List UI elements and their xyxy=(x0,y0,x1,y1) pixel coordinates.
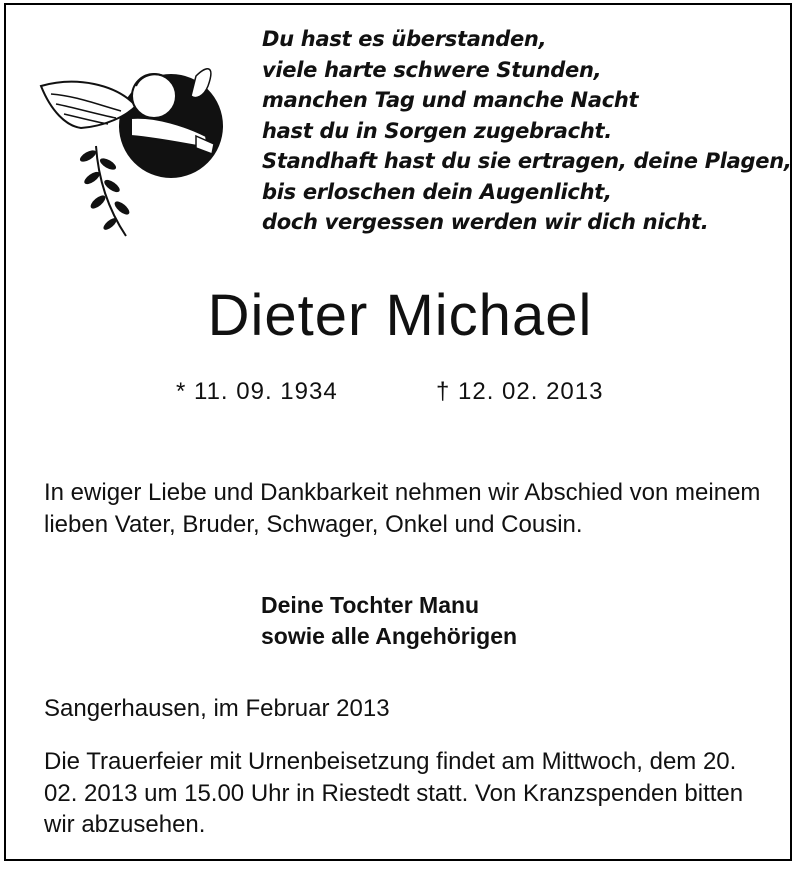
death-date: † 12. 02. 2013 xyxy=(436,378,604,405)
poem-line: hast du in Sorgen zugebracht. xyxy=(262,118,612,143)
poem-line: Standhaft hast du sie ertragen, deine Plagen, xyxy=(262,149,792,173)
ceremony-text: Die Trauerfeier mit Urnenbeisetzung findet am Mittwoch, dem 20. 02. 2013 um 15.00 Uhr in Riestedt statt. Von Kranzspenden bitten wir abzusehen. xyxy=(44,748,744,838)
poem-line: Du hast es überstanden, xyxy=(262,27,547,51)
place-date: Sangerhausen, im Februar 2013 xyxy=(44,695,390,722)
birth-date: * 11. 09. 1934 xyxy=(176,378,338,405)
signer-line: sowie alle Angehörigen xyxy=(261,623,518,649)
deceased-name: Dieter Michael xyxy=(207,283,593,348)
poem-line: manchen Tag und manche Nacht xyxy=(262,88,639,112)
farewell-text: In ewiger Liebe und Dankbarkeit nehmen wir Abschied von meinem lieben Vater, Bruder, Schwager, Onkel und Cousin. xyxy=(44,479,761,538)
poem xyxy=(262,24,792,238)
angel-illustration xyxy=(36,56,236,246)
poem-line: viele harte schwere Stunden, xyxy=(262,57,602,82)
poem-line: doch vergessen werden wir dich nicht. xyxy=(262,210,709,234)
signers xyxy=(261,590,517,652)
poem-line: bis erloschen dein Augenlicht, xyxy=(262,179,612,204)
signer-line: Deine Tochter Manu xyxy=(261,592,480,618)
